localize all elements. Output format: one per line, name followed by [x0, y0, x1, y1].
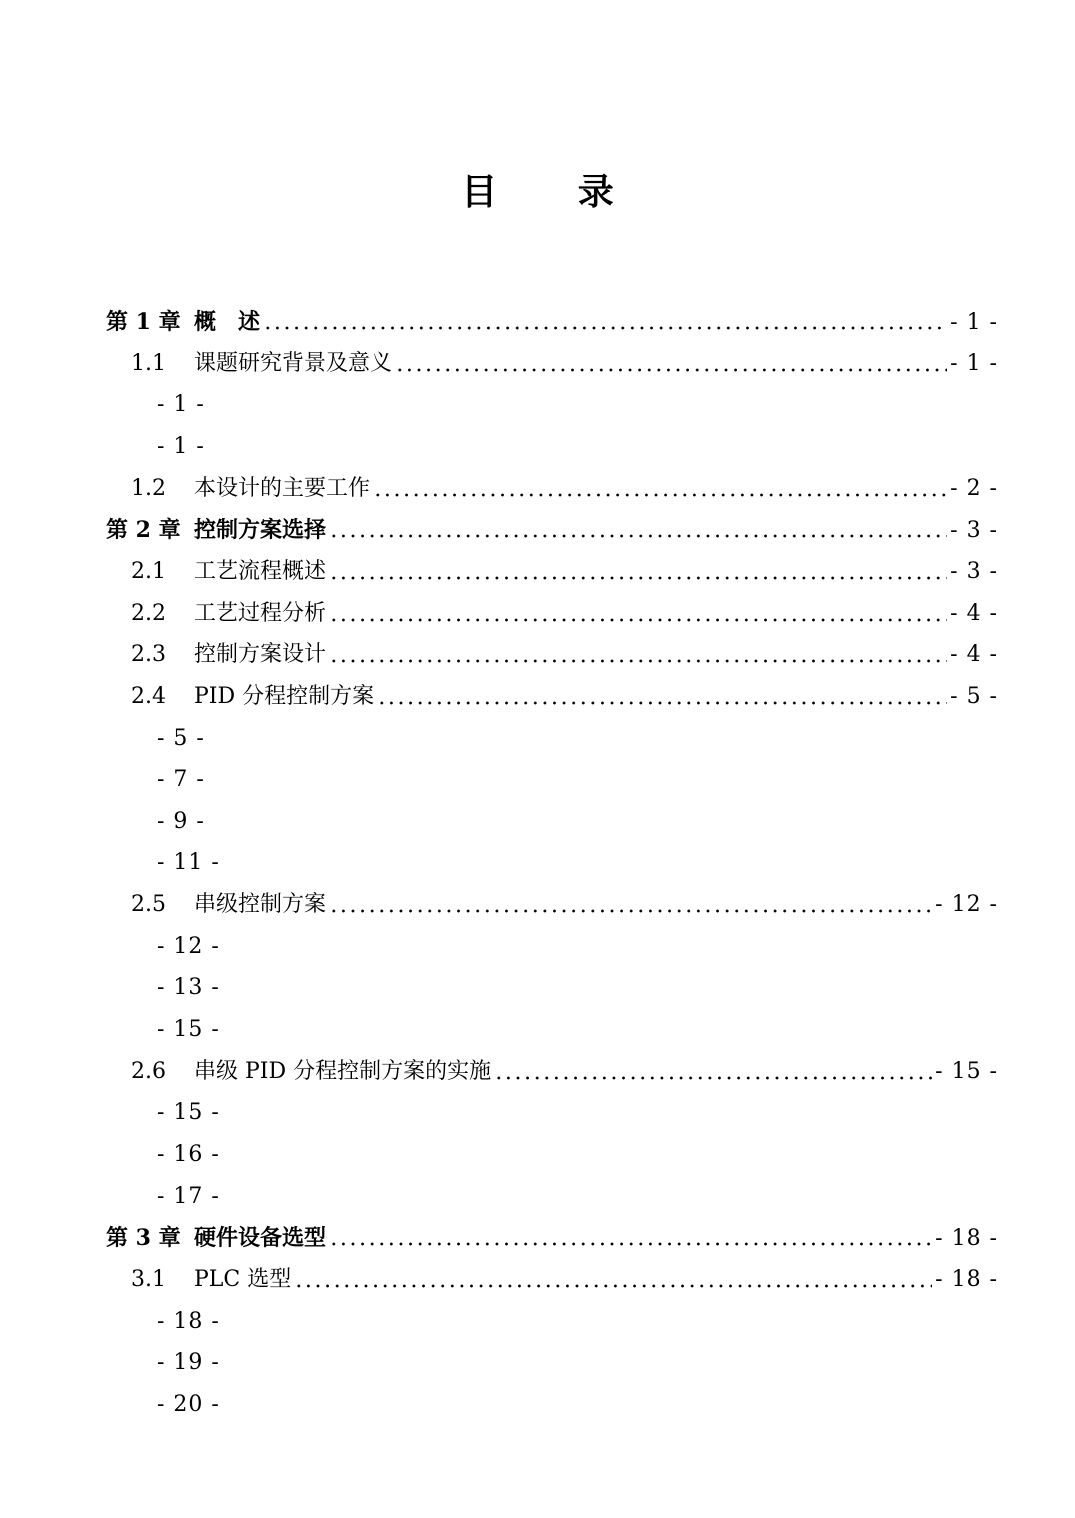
toc-entry-title: 概 述 — [194, 309, 261, 335]
dot-leader — [329, 904, 932, 918]
toc-entry-title: 控制方案设计 — [194, 642, 327, 668]
toc-page-reference: - 19 - — [157, 1350, 220, 1376]
toc-entry-page: - 18 - — [935, 1266, 998, 1292]
toc-entry-title: 控制方案选择 — [194, 517, 327, 544]
toc-entry[interactable] — [131, 1051, 998, 1093]
toc-entry-title: 串级 PID 分程控制方案的实施 — [194, 1058, 492, 1084]
toc-page-reference: - 1 - — [157, 392, 205, 418]
toc-page-reference: - 15 - — [157, 1100, 220, 1126]
toc-entry-number: 第 2 章 — [106, 517, 181, 544]
dot-leader — [329, 613, 947, 627]
toc-page-reference: - 7 - — [157, 767, 205, 793]
toc-entry-title: 课题研究背景及意义 — [194, 350, 393, 376]
toc-entry-number: 2.4 — [131, 683, 166, 709]
toc-page-reference: - 20 - — [157, 1391, 220, 1417]
toc-entry-page: - 1 - — [950, 310, 998, 335]
toc-entry-number: 第 1 章 — [106, 309, 181, 335]
toc-entry-number: 2.5 — [131, 892, 166, 918]
toc-entry[interactable] — [106, 1217, 998, 1259]
dot-leader — [294, 1279, 932, 1293]
toc-entry-number: 3.1 — [131, 1266, 166, 1292]
toc-entry[interactable] — [131, 343, 998, 385]
toc-entry-page: - 18 - — [935, 1226, 998, 1252]
toc-entry-page: - 3 - — [950, 558, 998, 584]
toc-entry[interactable] — [131, 634, 998, 676]
toc-entry-page: - 4 - — [950, 600, 998, 626]
toc-entry-number: 1.2 — [131, 475, 166, 501]
toc-entry-title: 工艺流程概述 — [194, 558, 327, 584]
toc-entry-title: PLC 选型 — [194, 1266, 292, 1292]
toc-entry-page: - 3 - — [950, 518, 998, 544]
toc-page-reference: - 11 - — [157, 850, 220, 876]
dot-leader — [395, 363, 947, 377]
toc-entry-title: 本设计的主要工作 — [194, 475, 371, 501]
dot-leader — [373, 488, 947, 502]
toc-entry-title: 工艺过程分析 — [194, 600, 327, 626]
toc-entry[interactable] — [131, 468, 998, 510]
toc-entry-page: - 2 - — [950, 475, 998, 501]
toc-entry-number: 1.1 — [131, 350, 166, 376]
toc-page-reference: - 13 - — [157, 975, 220, 1001]
toc-page-reference: - 15 - — [157, 1017, 220, 1043]
toc-entry-number: 2.2 — [131, 600, 166, 626]
dot-leader — [329, 571, 947, 585]
dot-leader — [329, 654, 947, 668]
toc-entry[interactable] — [131, 551, 998, 593]
toc-entry-page: - 15 - — [935, 1058, 998, 1084]
toc-page-reference: - 12 - — [157, 933, 220, 959]
toc-entry[interactable] — [106, 509, 998, 551]
dot-leader — [377, 696, 947, 710]
dot-leader — [263, 321, 947, 335]
toc-page-reference: - 9 - — [157, 808, 205, 834]
toc-entry-title: 硬件设备选型 — [194, 1225, 327, 1252]
toc-page-reference: - 5 - — [157, 725, 205, 751]
toc-entry-number: 2.3 — [131, 642, 166, 668]
toc-entry-page: - 5 - — [950, 683, 998, 709]
toc-entry[interactable] — [131, 1259, 998, 1301]
toc-entry-page: - 12 - — [935, 892, 998, 918]
dot-leader — [329, 1237, 932, 1251]
toc-entry[interactable] — [131, 676, 998, 718]
toc-entry-page: - 1 - — [950, 350, 998, 376]
toc-entry-page: - 4 - — [950, 642, 998, 668]
page-title: 目 录 — [461, 172, 648, 213]
dot-leader — [494, 1071, 932, 1085]
toc-entry[interactable] — [106, 301, 998, 343]
toc-page-reference: - 16 - — [157, 1142, 220, 1167]
toc-entry-title: PID 分程控制方案 — [194, 683, 375, 709]
toc-entry-number: 2.1 — [131, 558, 166, 584]
toc-entry[interactable] — [131, 593, 998, 635]
toc-page-reference: - 17 - — [157, 1183, 220, 1209]
dot-leader — [329, 529, 947, 543]
toc-entry-number: 2.6 — [131, 1058, 166, 1084]
toc-page-reference: - 18 - — [157, 1308, 220, 1334]
toc-entry-number: 第 3 章 — [106, 1225, 181, 1252]
toc-entry[interactable] — [131, 884, 998, 926]
toc-page-reference: - 1 - — [157, 433, 205, 459]
toc-entry-title: 串级控制方案 — [194, 892, 327, 918]
